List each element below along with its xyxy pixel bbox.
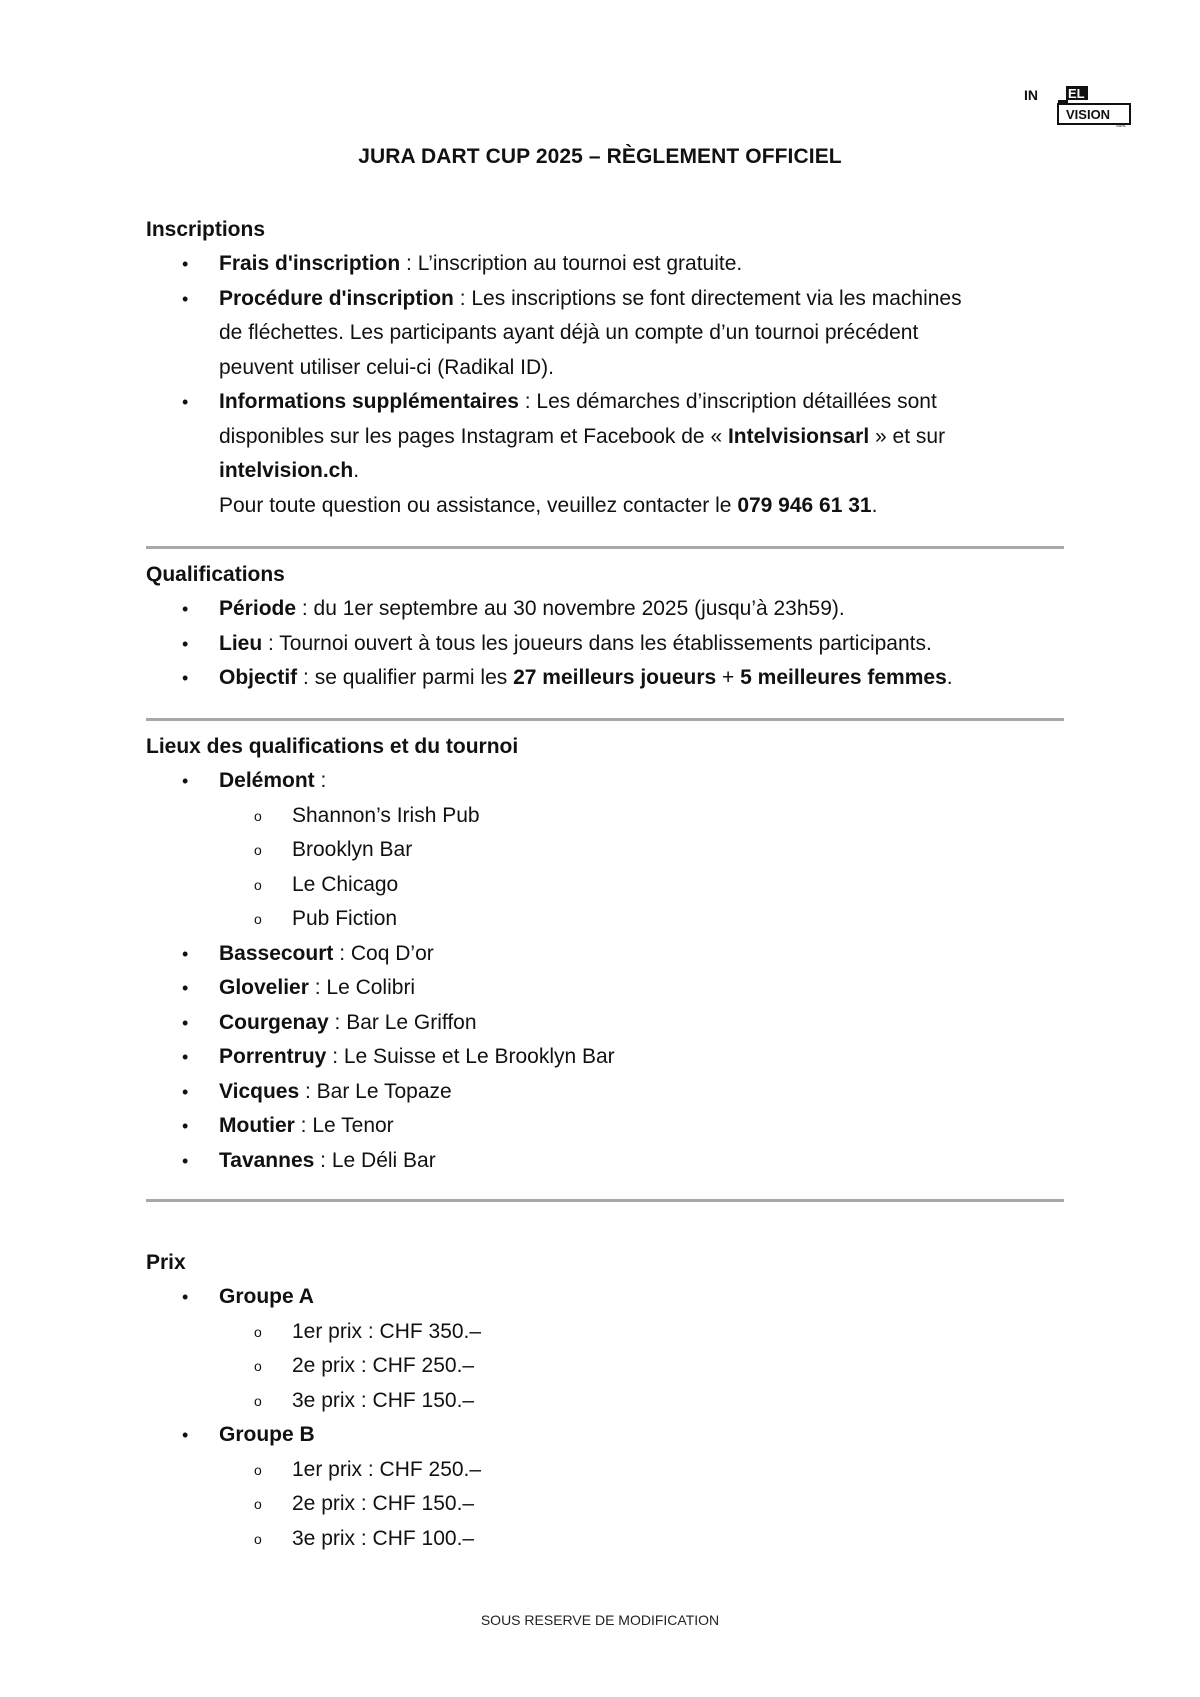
list-item-infos: [146, 385, 1066, 420]
bullet-icon: •: [182, 771, 189, 791]
town-name: Tavannes: [219, 1148, 315, 1172]
item-text: de fléchettes. Les participants ayant déjà un compte d’un tournoi précédent: [219, 321, 919, 344]
website: intelvision.ch: [219, 459, 354, 482]
bullet-icon: •: [182, 1116, 189, 1136]
list-item-town: [146, 971, 1066, 1006]
section-lieux: [146, 730, 1066, 1178]
item-text: disponibles sur les pages Instagram et Facebook de «: [219, 424, 728, 448]
list-item-frais: [146, 247, 1066, 282]
bullet-icon: •: [182, 254, 189, 274]
footer-disclaimer: SOUS RESERVE DE MODIFICATION: [480, 1612, 720, 1628]
circle-bullet-icon: o: [254, 1461, 262, 1478]
town-name: Porrentruy: [219, 1045, 327, 1068]
item-text: : Les inscriptions se font directement via les machines: [453, 286, 962, 310]
bullet-icon: •: [182, 1287, 189, 1307]
item-label: Procédure d'inscription: [219, 286, 454, 310]
list-item-objectif: [146, 661, 1066, 696]
item-label: Delémont: [219, 769, 315, 792]
bullet-icon: •: [182, 1081, 189, 1102]
prize-text: 3e prix : CHF 150.–: [292, 1388, 475, 1412]
list-item-infos-cont: [146, 420, 1066, 455]
prize-item: [146, 1453, 1066, 1488]
list-item-town: [146, 1006, 1066, 1041]
brand-name: Intelvisionsarl: [727, 424, 870, 448]
list-item-groupe-b: [146, 1418, 1066, 1453]
circle-bullet-icon: o: [254, 842, 262, 858]
list-item-town: [146, 937, 1066, 972]
item-text: :: [314, 769, 327, 792]
item-text: : Les démarches d’inscription détaillées sont: [518, 390, 937, 413]
item-text: Pour toute question ou assistance, veuillez contacter le: [219, 493, 738, 517]
bullet-icon: •: [182, 668, 189, 688]
town-name: Bassecourt: [219, 941, 334, 965]
prize-text: 1er prix : CHF 350.–: [292, 1319, 482, 1343]
bullet-icon: •: [182, 1150, 189, 1171]
prize-text: 2e prix : CHF 150.–: [292, 1492, 475, 1515]
venue-name: : Le Déli Bar: [314, 1148, 436, 1172]
list-item-groupe-a: [146, 1280, 1066, 1315]
list-item-town: [146, 1109, 1066, 1144]
bullet-icon: •: [182, 1425, 189, 1445]
prize-item: [146, 1384, 1066, 1419]
venue-name: Brooklyn Bar: [292, 838, 413, 861]
list-item-procedure-cont: [146, 316, 1066, 351]
section-qualifications: [146, 558, 1066, 696]
prize-item: [146, 1487, 1066, 1522]
sub-list-item: [146, 799, 1066, 834]
item-text: : L’inscription au tournoi est gratuite.: [400, 252, 743, 275]
prize-text: 3e prix : CHF 100.–: [292, 1526, 475, 1550]
item-emphasis: 5 meilleures femmes: [740, 666, 947, 689]
item-text: .: [353, 459, 360, 482]
item-text: .: [946, 666, 953, 689]
section-prix: [146, 1246, 1066, 1556]
venue-name: Le Chicago: [292, 872, 399, 896]
list-item-procedure-cont: [146, 351, 1066, 386]
bullet-icon: •: [182, 288, 189, 309]
list-item-lieu: [146, 627, 1066, 662]
town-name: Glovelier: [219, 976, 309, 999]
circle-bullet-icon: o: [254, 807, 262, 824]
circle-bullet-icon: o: [254, 1358, 262, 1374]
list-item-town: [146, 1144, 1066, 1179]
venue-name: : Le Suisse et Le Brooklyn Bar: [326, 1045, 615, 1068]
group-label: Groupe A: [219, 1285, 314, 1308]
town-name: Moutier: [219, 1114, 295, 1137]
item-emphasis: 27 meilleurs joueurs: [513, 666, 717, 689]
section-inscriptions: [146, 213, 1066, 523]
item-text: : Tournoi ouvert à tous les joueurs dans les établissements participants.: [262, 631, 932, 655]
contact-line: [146, 489, 1066, 524]
venue-name: : Coq D’or: [333, 941, 434, 965]
circle-bullet-icon: o: [254, 1530, 262, 1547]
bullet-icon: •: [182, 1047, 189, 1067]
intelvision-logo: [1022, 84, 1132, 128]
bullet-icon: •: [182, 943, 189, 964]
prize-item: [146, 1315, 1066, 1350]
divider: [146, 718, 1064, 721]
prize-text: 2e prix : CHF 250.–: [292, 1354, 475, 1377]
circle-bullet-icon: o: [254, 911, 262, 927]
logo-text-in: IN: [1024, 87, 1038, 103]
prize-item: [146, 1522, 1066, 1557]
group-label: Groupe B: [219, 1423, 315, 1446]
prize-item: [146, 1349, 1066, 1384]
list-item-town: [146, 1075, 1066, 1110]
circle-bullet-icon: o: [254, 1392, 262, 1409]
bullet-icon: •: [182, 1012, 189, 1033]
bullet-icon: •: [182, 633, 189, 654]
document-title: JURA DART CUP 2025 – RÈGLEMENT OFFICIEL: [358, 145, 842, 168]
logo-text-vision: VISION: [1066, 107, 1111, 122]
lieux-heading: Lieux des qualifications et du tournoi: [146, 735, 519, 758]
bullet-icon: •: [182, 599, 189, 619]
inscriptions-heading: Inscriptions: [146, 218, 266, 241]
bullet-icon: •: [182, 978, 189, 998]
logo-text-el: EL: [1068, 86, 1085, 101]
venue-name: : Le Colibri: [308, 976, 416, 999]
item-label: Lieu: [219, 631, 263, 655]
list-item-infos-cont: [146, 454, 1066, 489]
divider: [146, 1199, 1064, 1202]
item-label: Informations supplémentaires: [219, 390, 519, 413]
venue-name: Pub Fiction: [292, 907, 398, 930]
qualifications-heading: Qualifications: [146, 563, 285, 586]
prix-heading: Prix: [146, 1251, 186, 1274]
town-name: Courgenay: [219, 1010, 329, 1034]
item-label: Période: [219, 597, 297, 620]
item-text: .: [871, 493, 878, 517]
circle-bullet-icon: o: [254, 876, 262, 893]
phone-number: 079 946 61 31: [737, 493, 872, 517]
list-item-procedure: [146, 282, 1066, 317]
venue-name: : Bar Le Griffon: [328, 1010, 477, 1034]
list-item-periode: [146, 592, 1066, 627]
item-label: Frais d'inscription: [219, 252, 401, 275]
sub-list-item: [146, 902, 1066, 937]
circle-bullet-icon: o: [254, 1496, 262, 1512]
town-name: Vicques: [219, 1079, 300, 1103]
sub-list-item: [146, 833, 1066, 868]
item-text: peuvent utiliser celui-ci (Radikal ID).: [219, 355, 554, 379]
item-text: +: [716, 666, 741, 689]
prize-text: 1er prix : CHF 250.–: [292, 1457, 482, 1481]
item-text: : du 1er septembre au 30 novembre 2025 (jusqu’à 23h59).: [296, 597, 845, 620]
sub-list-item: [146, 868, 1066, 903]
venue-name: Shannon’s Irish Pub: [292, 803, 480, 827]
venue-name: : Bar Le Topaze: [299, 1079, 452, 1103]
circle-bullet-icon: o: [254, 1323, 262, 1340]
item-text: » et sur: [869, 424, 946, 448]
divider: [146, 546, 1064, 549]
bullet-icon: •: [182, 392, 189, 412]
item-text: : se qualifier parmi les: [297, 666, 514, 689]
venue-name: : Le Tenor: [294, 1114, 394, 1137]
list-item-delemont: [146, 764, 1066, 799]
logo-text-sarl: SARL: [1116, 123, 1127, 128]
item-label: Objectif: [219, 666, 298, 689]
list-item-town: [146, 1040, 1066, 1075]
